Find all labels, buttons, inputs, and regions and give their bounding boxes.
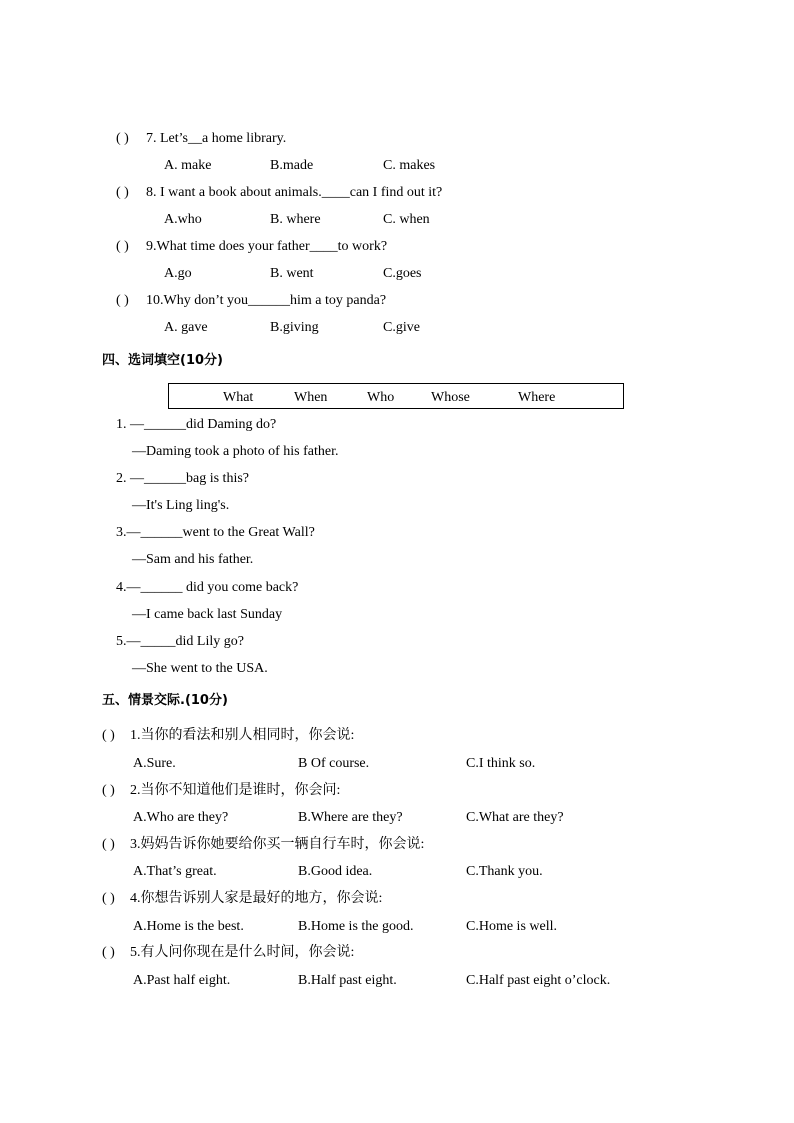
option-c: C. makes bbox=[383, 158, 436, 173]
fill-answer: —Daming took a photo of his father. bbox=[132, 444, 339, 459]
answer-paren: ( ) bbox=[102, 837, 115, 852]
fill-question: 2. —______bag is this? bbox=[116, 471, 249, 486]
section-title: 四、选词填空(10分) bbox=[102, 353, 223, 368]
option-c: C.Half past eight o’clock. bbox=[466, 973, 611, 988]
question-stem: 7. Let’s__a home library. bbox=[146, 131, 287, 146]
answer-paren: ( ) bbox=[116, 185, 129, 200]
option-b: B.Home is the good. bbox=[298, 919, 414, 934]
option-c: C. when bbox=[383, 212, 430, 227]
fill-answer: —I came back last Sunday bbox=[132, 607, 283, 622]
option-a: A.Past half eight. bbox=[133, 973, 231, 988]
option-a: A.That’s great. bbox=[133, 864, 217, 879]
option-b: B.giving bbox=[270, 320, 319, 335]
option-b: B.Good idea. bbox=[298, 864, 373, 879]
fill-question: 4.—______ did you come back? bbox=[116, 580, 299, 595]
answer-paren: ( ) bbox=[102, 945, 115, 960]
answer-paren: ( ) bbox=[102, 891, 115, 906]
answer-paren: ( ) bbox=[102, 783, 115, 798]
answer-paren: ( ) bbox=[116, 131, 129, 146]
fill-question: 3.—______went to the Great Wall? bbox=[116, 525, 315, 540]
answer-paren: ( ) bbox=[116, 239, 129, 254]
question-stem: 1.当你的看法和别人相同时，你会说: bbox=[130, 728, 355, 743]
question-stem: 2.当你不知道他们是谁时，你会问: bbox=[130, 783, 341, 798]
option-c: C.goes bbox=[383, 266, 422, 281]
option-c: C.I think so. bbox=[466, 756, 536, 771]
question-stem: 8. I want a book about animals.____can I find out it? bbox=[146, 185, 443, 200]
option-a: A.Home is the best. bbox=[133, 919, 244, 934]
word-bank-item: What bbox=[223, 390, 254, 405]
option-c: C.Home is well. bbox=[466, 919, 557, 934]
option-a: A.who bbox=[164, 212, 202, 227]
word-bank-item: Where bbox=[518, 390, 556, 405]
question-stem: 3.妈妈告诉你她要给你买一辆自行车时，你会说: bbox=[130, 837, 425, 852]
option-b: B.Half past eight. bbox=[298, 973, 397, 988]
word-bank-box bbox=[168, 383, 624, 409]
option-a: A. gave bbox=[164, 320, 208, 335]
option-b: B. where bbox=[270, 212, 321, 227]
section-title: 五、情景交际.(10分) bbox=[102, 693, 228, 708]
option-c: C.What are they? bbox=[466, 810, 564, 825]
option-b: B.Where are they? bbox=[298, 810, 403, 825]
option-c: C.Thank you. bbox=[466, 864, 543, 879]
option-a: A.Sure. bbox=[133, 756, 176, 771]
word-bank-item: Who bbox=[367, 390, 395, 405]
answer-paren: ( ) bbox=[116, 293, 129, 308]
word-bank-item: When bbox=[294, 390, 328, 405]
fill-answer: —She went to the USA. bbox=[132, 661, 268, 676]
option-b: B.made bbox=[270, 158, 314, 173]
word-bank-item: Whose bbox=[431, 390, 470, 405]
option-b: B Of course. bbox=[298, 756, 370, 771]
fill-answer: —Sam and his father. bbox=[132, 552, 254, 567]
answer-paren: ( ) bbox=[102, 728, 115, 743]
option-c: C.give bbox=[383, 320, 420, 335]
option-a: A. make bbox=[164, 158, 212, 173]
fill-answer: —It's Ling ling's. bbox=[132, 498, 230, 513]
option-a: A.go bbox=[164, 266, 192, 281]
question-stem: 10.Why don’t you______him a toy panda? bbox=[146, 293, 387, 308]
question-stem: 9.What time does your father____to work? bbox=[146, 239, 388, 254]
question-stem: 5.有人问你现在是什么时间，你会说: bbox=[130, 945, 355, 960]
question-stem: 4.你想告诉别人家是最好的地方，你会说: bbox=[130, 891, 383, 906]
fill-question: 5.—_____did Lily go? bbox=[116, 634, 244, 649]
fill-question: 1. —______did Daming do? bbox=[116, 417, 277, 432]
option-b: B. went bbox=[270, 266, 314, 281]
option-a: A.Who are they? bbox=[133, 810, 229, 825]
